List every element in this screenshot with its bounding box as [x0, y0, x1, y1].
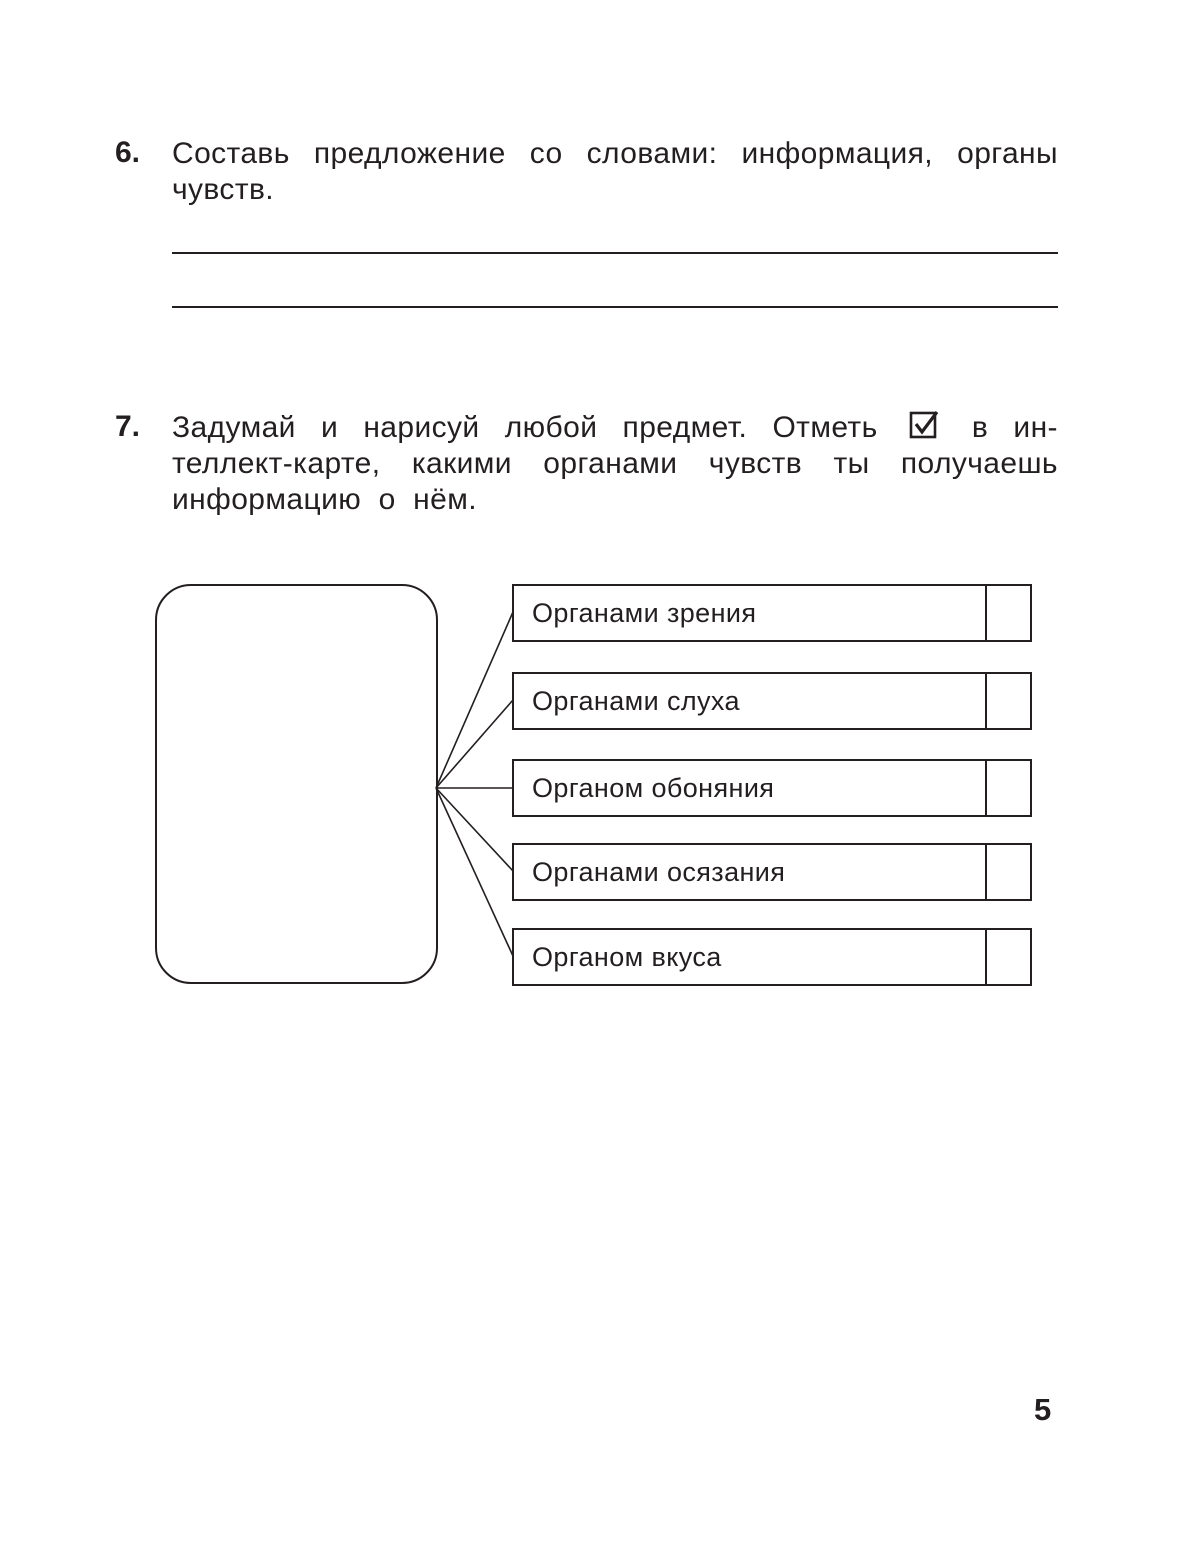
task-7-word: получаешь: [900, 447, 1058, 480]
connector-line: [436, 788, 513, 956]
page-number: 5: [1034, 1392, 1052, 1427]
connector-line: [436, 700, 513, 788]
task-6-word: Составь: [172, 137, 290, 170]
organ-option-label: Органом вкуса: [532, 942, 722, 972]
task-7-word: предмет.: [622, 411, 748, 444]
task-6-word: предложение: [313, 137, 506, 170]
organ-option-checkbox[interactable]: [985, 586, 1030, 640]
organ-option-checkbox[interactable]: [985, 845, 1030, 899]
task-7-word: чувств: [708, 447, 803, 480]
task-6-word: органы: [957, 137, 1058, 170]
task-7-word: нарисуй: [363, 411, 480, 444]
organ-option-label: Органами слуха: [532, 686, 740, 716]
organ-option-checkbox[interactable]: [985, 761, 1030, 815]
organ-option-hearing: [512, 672, 1032, 730]
drawing-area[interactable]: [155, 584, 438, 984]
connector-line: [436, 612, 513, 788]
organ-option-taste: [512, 928, 1032, 986]
task-7-word: и: [321, 411, 339, 444]
task-6-text-line-2: чувств.: [172, 173, 275, 206]
organ-option-vision: [512, 584, 1032, 642]
organ-option-label: Органами осязания: [532, 857, 786, 887]
task-6-word: со: [529, 137, 563, 170]
task-7-word: Задумай: [172, 411, 296, 444]
organ-option-label: Органом обоняния: [532, 773, 775, 803]
organ-option-checkbox[interactable]: [985, 674, 1030, 728]
organ-option-smell: [512, 759, 1032, 817]
task-7-text-line-3: информацию о нём.: [172, 483, 477, 516]
task-7-word: ин-: [1013, 411, 1058, 444]
task-7-word: Отметь: [772, 411, 878, 444]
task-6-word: информация,: [741, 137, 934, 170]
task-7-word: теллект-карте,: [172, 447, 381, 480]
task-7-word: какими: [411, 447, 512, 480]
organ-option-touch: [512, 843, 1032, 901]
task-7-word: органами: [543, 447, 678, 480]
task-7-number: 7.: [115, 410, 141, 443]
task-6-number: 6.: [115, 136, 141, 169]
task-7-word: в: [971, 411, 989, 444]
task-7-word: ты: [833, 447, 870, 480]
organ-option-checkbox[interactable]: [985, 930, 1030, 984]
task-6-word: словами:: [586, 137, 718, 170]
connector-line: [436, 788, 513, 871]
task-7-word: любой: [504, 411, 598, 444]
organ-option-label: Органами зрения: [532, 598, 757, 628]
